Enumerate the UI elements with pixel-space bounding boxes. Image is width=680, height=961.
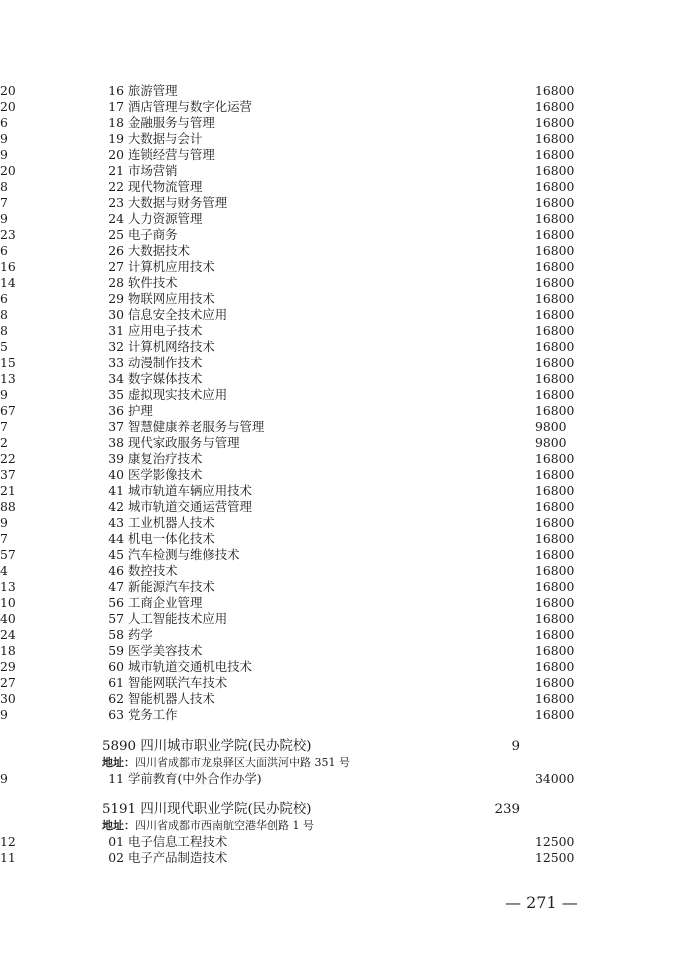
tuition-fee: 16800 [535,403,575,418]
tuition-fee: 16800 [535,275,575,290]
enrollment-count: 16 [0,259,16,274]
major-name: 数字媒体技术 [128,371,203,386]
enrollment-count: 20 [0,99,16,114]
table-row [0,419,680,435]
tuition-fee: 16800 [535,691,575,706]
table-row [0,531,680,547]
table-row [0,850,680,866]
major-name: 计算机网络技术 [128,339,215,354]
tuition-fee: 16800 [535,483,575,498]
school-majors-5890 [0,771,680,787]
school-name: 5191 四川现代职业学院(民办院校) [102,802,312,817]
table-row [0,499,680,515]
major-code: 01 [108,834,124,849]
major-name: 工业机器人技术 [128,515,215,530]
major-name: 人力资源管理 [128,211,203,226]
major-name: 工商企业管理 [128,595,203,610]
tuition-fee: 16800 [535,531,575,546]
major-code: 60 [108,659,124,674]
enrollment-count: 9 [0,515,8,530]
table-row [0,147,680,163]
major-name: 酒店管理与数字化运营 [128,99,252,114]
enrollment-count: 9 [0,147,8,162]
table-row [0,467,680,483]
major-code: 21 [108,163,124,178]
major-code: 59 [108,643,124,658]
table-row [0,227,680,243]
enrollment-count: 24 [0,627,16,642]
tuition-fee: 16800 [535,211,575,226]
enrollment-count: 7 [0,195,8,210]
tuition-fee: 16800 [535,291,575,306]
major-code: 02 [108,850,124,865]
table-row [0,163,680,179]
tuition-fee: 16800 [535,227,575,242]
table-row [0,547,680,563]
major-name: 城市轨道交通运营管理 [128,499,252,514]
enrollment-count: 10 [0,595,16,610]
major-name: 数控技术 [128,563,178,578]
enrollment-count: 40 [0,611,16,626]
tuition-fee: 16800 [535,371,575,386]
major-name: 虚拟现实技术应用 [128,387,228,402]
major-code: 63 [108,707,124,722]
school-address-5191 [102,818,314,834]
major-name: 医学影像技术 [128,467,203,482]
table-row [0,307,680,323]
tuition-fee: 16800 [535,579,575,594]
tuition-fee: 16800 [535,675,575,690]
tuition-fee: 16800 [535,179,575,194]
tuition-fee: 34000 [535,771,575,786]
major-code: 32 [108,339,124,354]
enrollment-count: 7 [0,419,8,434]
table-row [0,675,680,691]
address-label: 地址： [102,756,135,769]
majors-list [0,83,680,723]
major-name: 机电一体化技术 [128,531,215,546]
major-name: 护理 [128,403,153,418]
major-name: 旅游管理 [128,83,178,98]
tuition-fee: 16800 [535,707,575,722]
table-row [0,627,680,643]
major-code: 19 [108,131,124,146]
tuition-fee: 16800 [535,195,575,210]
table-row [0,275,680,291]
address-text: 四川省成都市龙泉驿区大面洪河中路 351 号 [135,756,350,769]
major-name: 人工智能技术应用 [128,611,228,626]
major-code: 40 [108,467,124,482]
table-row [0,291,680,307]
major-code: 11 [108,771,124,786]
major-code: 18 [108,115,124,130]
tuition-fee: 16800 [535,259,575,274]
major-code: 30 [108,307,124,322]
enrollment-count: 11 [0,850,16,865]
major-code: 35 [108,387,124,402]
tuition-fee: 16800 [535,451,575,466]
enrollment-count: 6 [0,115,8,130]
major-code: 58 [108,627,124,642]
major-code: 45 [108,547,124,562]
enrollment-count: 13 [0,371,16,386]
enrollment-count: 88 [0,499,16,514]
major-name: 城市轨道交通机电技术 [128,659,252,674]
tuition-fee: 16800 [535,563,575,578]
tuition-fee: 16800 [535,323,575,338]
enrollment-count: 21 [0,483,16,498]
major-name: 连锁经营与管理 [128,147,215,162]
major-code: 61 [108,675,124,690]
table-row [0,643,680,659]
tuition-fee: 16800 [535,163,575,178]
school-heading-5890 [0,737,680,757]
tuition-fee: 16800 [535,83,575,98]
enrollment-count: 6 [0,291,8,306]
table-row [0,339,680,355]
table-row [0,659,680,675]
major-code: 23 [108,195,124,210]
enrollment-count: 9 [0,131,8,146]
school-total: 9 [511,739,520,754]
tuition-fee: 16800 [535,627,575,642]
enrollment-count: 9 [0,771,8,786]
tuition-fee: 16800 [535,499,575,514]
major-code: 20 [108,147,124,162]
major-name: 城市轨道车辆应用技术 [128,483,252,498]
table-row [0,259,680,275]
major-name: 康复治疗技术 [128,451,203,466]
major-name: 药学 [128,627,153,642]
enrollment-count: 9 [0,211,8,226]
tuition-fee: 16800 [535,99,575,114]
major-name: 智能网联汽车技术 [128,675,228,690]
school-address-5890 [102,755,350,771]
table-row [0,483,680,499]
school-total: 239 [494,802,520,817]
tuition-fee: 9800 [535,419,567,434]
major-code: 27 [108,259,124,274]
table-row [0,771,680,787]
major-name: 新能源汽车技术 [128,579,215,594]
enrollment-count: 2 [0,435,8,450]
enrollment-count: 20 [0,83,16,98]
tuition-fee: 16800 [535,611,575,626]
tuition-fee: 12500 [535,834,575,849]
enrollment-count: 57 [0,547,16,562]
major-code: 33 [108,355,124,370]
major-code: 56 [108,595,124,610]
table-row [0,435,680,451]
major-code: 26 [108,243,124,258]
major-code: 38 [108,435,124,450]
table-row [0,115,680,131]
school-name: 5890 四川城市职业学院(民办院校) [102,739,312,754]
major-name: 智能机器人技术 [128,691,215,706]
major-code: 47 [108,579,124,594]
major-code: 42 [108,499,124,514]
tuition-fee: 16800 [535,355,575,370]
enrollment-count: 37 [0,467,16,482]
major-code: 25 [108,227,124,242]
major-name: 现代家政服务与管理 [128,435,240,450]
table-row [0,195,680,211]
major-code: 37 [108,419,124,434]
table-row [0,563,680,579]
table-row [0,371,680,387]
table-row [0,83,680,99]
table-row [0,707,680,723]
major-name: 汽车检测与维修技术 [128,547,240,562]
table-row [0,691,680,707]
enrollment-count: 7 [0,531,8,546]
major-name: 物联网应用技术 [128,291,215,306]
major-name: 医学美容技术 [128,643,203,658]
major-code: 16 [108,83,124,98]
page-number: — 271 — [505,893,578,912]
major-code: 46 [108,563,124,578]
major-code: 22 [108,179,124,194]
major-name: 电子产品制造技术 [128,850,228,865]
address-text: 四川省成都市西南航空港华创路 1 号 [135,819,314,832]
enrollment-count: 23 [0,227,16,242]
tuition-fee: 16800 [535,339,575,354]
enrollment-count: 8 [0,179,8,194]
enrollment-count: 9 [0,387,8,402]
enrollment-count: 67 [0,403,16,418]
major-name: 党务工作 [128,707,178,722]
tuition-fee: 16800 [535,115,575,130]
major-name: 学前教育(中外合作办学) [128,771,262,786]
major-code: 17 [108,99,124,114]
major-code: 29 [108,291,124,306]
table-row [0,243,680,259]
table-row [0,595,680,611]
major-name: 大数据与会计 [128,131,203,146]
enrollment-count: 12 [0,834,16,849]
tuition-fee: 16800 [535,467,575,482]
address-label: 地址： [102,819,135,832]
major-code: 41 [108,483,124,498]
enrollment-count: 4 [0,563,8,578]
table-row [0,403,680,419]
enrollment-count: 18 [0,643,16,658]
major-name: 动漫制作技术 [128,355,203,370]
major-code: 34 [108,371,124,386]
tuition-fee: 16800 [535,243,575,258]
major-code: 43 [108,515,124,530]
major-name: 智慧健康养老服务与管理 [128,419,265,434]
major-name: 现代物流管理 [128,179,203,194]
tuition-fee: 9800 [535,435,567,450]
tuition-fee: 16800 [535,659,575,674]
major-name: 应用电子技术 [128,323,203,338]
table-row [0,579,680,595]
enrollment-count: 20 [0,163,16,178]
tuition-fee: 12500 [535,850,575,865]
enrollment-count: 14 [0,275,16,290]
major-name: 信息安全技术应用 [128,307,228,322]
major-code: 31 [108,323,124,338]
major-name: 市场营销 [128,163,178,178]
enrollment-count: 8 [0,323,8,338]
major-code: 62 [108,691,124,706]
major-code: 57 [108,611,124,626]
tuition-fee: 16800 [535,547,575,562]
table-row [0,451,680,467]
major-name: 计算机应用技术 [128,259,215,274]
tuition-fee: 16800 [535,131,575,146]
enrollment-count: 27 [0,675,16,690]
table-row [0,323,680,339]
major-name: 软件技术 [128,275,178,290]
major-name: 电子商务 [128,227,178,242]
tuition-fee: 16800 [535,643,575,658]
table-row [0,179,680,195]
major-name: 大数据技术 [128,243,190,258]
table-row [0,211,680,227]
tuition-fee: 16800 [535,147,575,162]
major-code: 28 [108,275,124,290]
table-row [0,387,680,403]
enrollment-count: 13 [0,579,16,594]
table-row [0,355,680,371]
tuition-fee: 16800 [535,515,575,530]
major-name: 金融服务与管理 [128,115,215,130]
major-name: 大数据与财务管理 [128,195,228,210]
table-row [0,611,680,627]
enrollment-count: 9 [0,707,8,722]
table-row [0,99,680,115]
enrollment-count: 22 [0,451,16,466]
major-code: 24 [108,211,124,226]
major-name: 电子信息工程技术 [128,834,228,849]
tuition-fee: 16800 [535,387,575,402]
school-majors-5191 [0,834,680,866]
enrollment-count: 15 [0,355,16,370]
major-code: 39 [108,451,124,466]
school-heading-5191 [0,800,680,820]
major-code: 44 [108,531,124,546]
enrollment-count: 5 [0,339,8,354]
major-code: 36 [108,403,124,418]
tuition-fee: 16800 [535,595,575,610]
enrollment-count: 30 [0,691,16,706]
enrollment-count: 8 [0,307,8,322]
table-row [0,834,680,850]
table-row [0,131,680,147]
tuition-fee: 16800 [535,307,575,322]
enrollment-count: 29 [0,659,16,674]
table-row [0,515,680,531]
enrollment-count: 6 [0,243,8,258]
